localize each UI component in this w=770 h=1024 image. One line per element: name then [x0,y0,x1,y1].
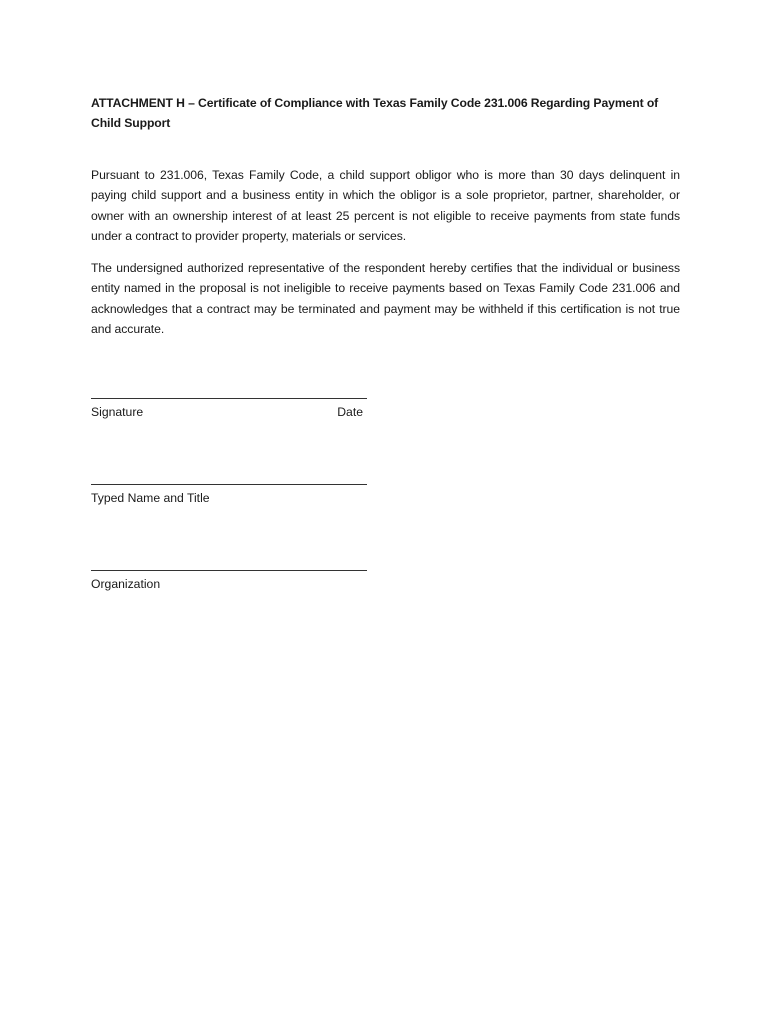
organization-block [91,570,367,592]
signature-line[interactable] [91,398,367,399]
document-body [91,93,680,339]
typed-name-label: Typed Name and Title [91,491,210,505]
signature-label: Signature [91,405,144,419]
typed-name-block [91,484,367,506]
organization-labels [91,576,367,592]
document-title: ATTACHMENT H – Certificate of Compliance with Texas Family Code 231.006 Regarding Payment of Child Support [91,96,659,130]
organization-label: Organization [91,577,161,591]
organization-line[interactable] [91,570,367,571]
typed-name-labels [91,490,367,506]
typed-name-line[interactable] [91,484,367,485]
signature-block [91,398,367,420]
paragraph-eligibility: Pursuant to 231.006, Texas Family Code, a child support obligor who is more than 30 days delinquent in paying child support and a business entity in which the obligor is a sole proprietor, partner, shareholder, or owner with an ownership interest of at least 25 percent is not eligible to receive payments from state funds under a contract to provider property, materials or services. [91,168,680,243]
signature-labels [91,404,367,420]
paragraph-certification: The undersigned authorized representative of the respondent hereby certifies that the individual or business entity named in the proposal is not ineligible to receive payments based on Texas Family Code 231.006 and acknowledges that a contract may be terminated and payment may be withheld if this certification is not true and accurate. [91,261,680,337]
date-label: Date [337,405,363,419]
